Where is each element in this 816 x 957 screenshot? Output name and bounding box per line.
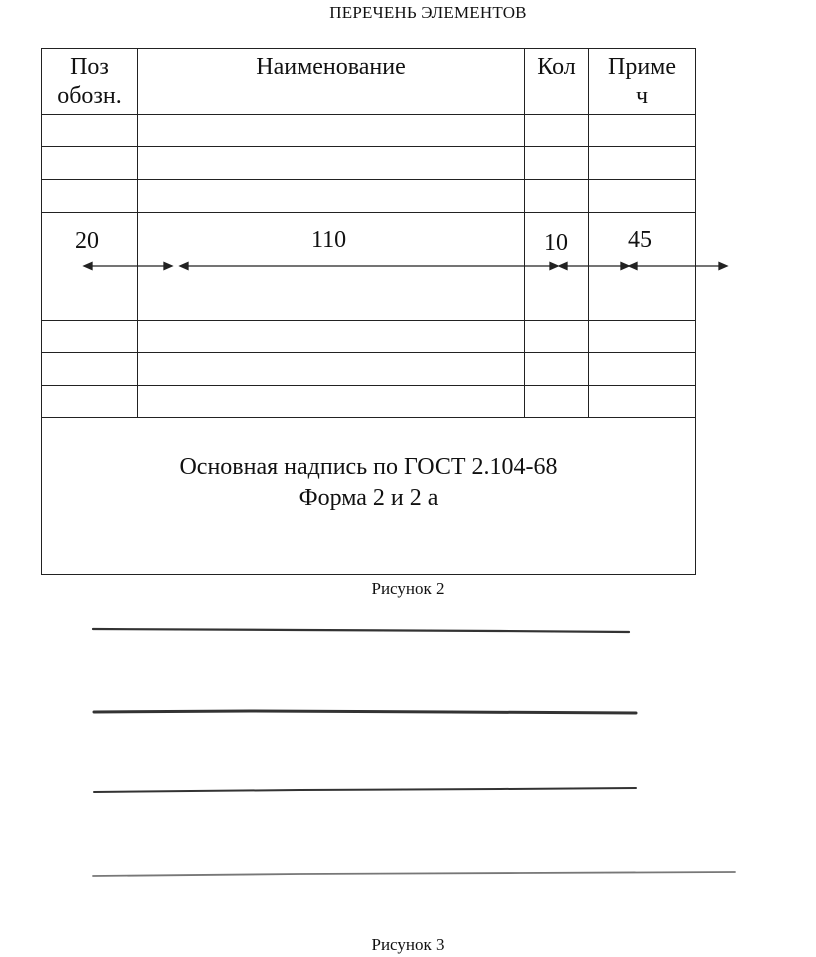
header-name: Наименование <box>256 54 406 80</box>
drawn-line <box>93 872 735 876</box>
document-title: ПЕРЕЧЕНЬ ЭЛЕМЕНТОВ <box>329 3 527 22</box>
dimension-label-quantity: 10 <box>544 230 568 256</box>
title-block-line2: Форма 2 и 2 а <box>298 485 439 511</box>
dimension-arrow-name <box>180 263 558 270</box>
header-pos-line2: обозн. <box>57 83 122 109</box>
drawn-line <box>94 711 636 713</box>
dimension-arrow-quantity <box>559 263 629 270</box>
header-note-line2: ч <box>635 83 649 109</box>
figure-2-caption: Рисунок 2 <box>371 579 445 598</box>
figure-3-caption: Рисунок 3 <box>371 935 445 954</box>
dimension-arrow-position <box>84 263 172 270</box>
dimension-label-note: 45 <box>628 227 652 253</box>
dimension-label-name: 110 <box>311 227 347 253</box>
header-quantity: Кол <box>537 54 576 80</box>
dimension-arrow-note <box>629 263 727 270</box>
title-block-line1: Основная надпись по ГОСТ 2.104-68 <box>179 454 558 480</box>
header-pos-line1: Поз <box>70 54 109 80</box>
dimension-label-position: 20 <box>75 228 99 254</box>
drawn-line <box>93 629 629 632</box>
header-note-line1: Приме <box>607 54 676 80</box>
drawn-line <box>94 788 636 792</box>
